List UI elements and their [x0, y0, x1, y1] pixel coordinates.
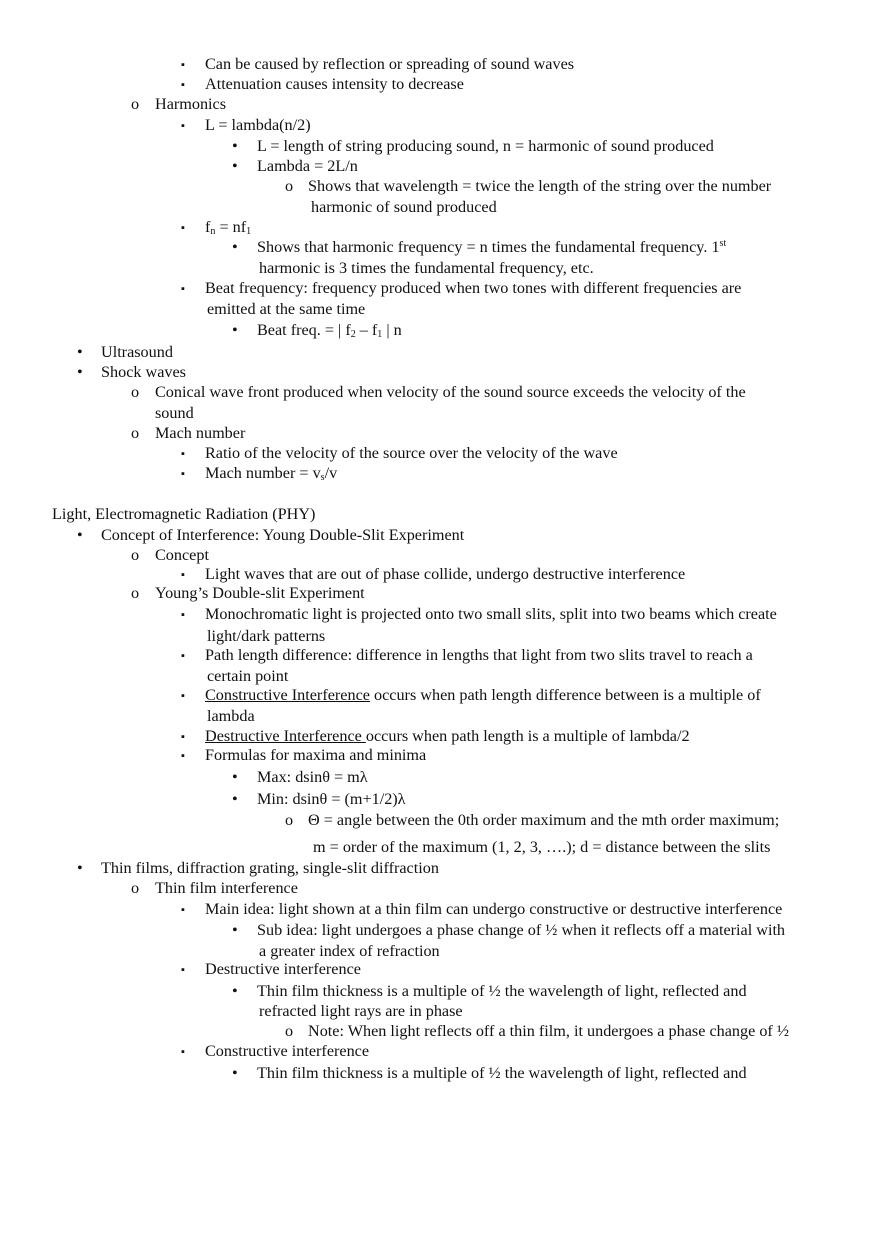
square-bullet: ▪ — [181, 1046, 185, 1058]
text-line: Young’s Double-slit Experiment — [155, 584, 365, 602]
text-line: Mach number — [155, 424, 246, 442]
circle-bullet: o — [131, 546, 140, 564]
square-bullet: ▪ — [181, 79, 185, 91]
text-line: lambda — [207, 707, 255, 725]
circle-bullet: o — [285, 1022, 294, 1040]
square-bullet: ▪ — [181, 904, 185, 916]
square-bullet: ▪ — [181, 964, 185, 976]
text-line: Constructive Interference occurs when path length difference between is a multiple of — [205, 686, 761, 704]
text-line: Shock waves — [101, 363, 186, 381]
text-line: harmonic is 3 times the fundamental frequency, etc. — [259, 259, 594, 277]
text-line: Destructive Interference occurs when path length is a multiple of lambda/2 — [205, 727, 690, 745]
text-line: Θ = angle between the 0th order maximum and the mth order maximum; — [308, 811, 780, 829]
circle-bullet: o — [131, 879, 140, 897]
text-line: Can be caused by reflection or spreading of sound waves — [205, 55, 575, 73]
square-bullet: ▪ — [181, 750, 185, 762]
text-line: Thin films, diffraction grating, single-slit diffraction — [101, 859, 439, 877]
circle-bullet: o — [285, 811, 294, 829]
dot-bullet: • — [232, 768, 238, 786]
square-bullet: ▪ — [181, 59, 185, 71]
square-bullet: ▪ — [181, 569, 185, 581]
text-line: Lambda = 2L/n — [257, 157, 358, 175]
dot-bullet: • — [77, 526, 83, 544]
square-bullet: ▪ — [181, 690, 185, 702]
text-line: Constructive interference — [205, 1042, 370, 1060]
text-line: Light waves that are out of phase collide, undergo destructive interference — [205, 565, 686, 583]
text-line: Sub idea: light undergoes a phase change of ½ when it reflects off a material with — [257, 921, 786, 939]
dot-bullet: • — [77, 363, 83, 381]
dot-bullet: • — [232, 982, 238, 1000]
circle-bullet: o — [285, 177, 294, 195]
text-line: Harmonics — [155, 95, 227, 113]
text-line: Conical wave front produced when velocity of the sound source exceeds the velocity of the — [155, 383, 746, 401]
text-line: Concept of Interference: Young Double-Slit Experiment — [101, 526, 465, 544]
text-line: Formulas for maxima and minima — [205, 746, 427, 764]
text-line: Ultrasound — [101, 343, 173, 361]
section-heading: Light, Electromagnetic Radiation (PHY) — [52, 505, 316, 523]
square-bullet: ▪ — [181, 283, 185, 295]
dot-bullet: • — [232, 238, 238, 256]
text-line: Note: When light reflects off a thin film, it undergoes a phase change of ½ — [308, 1022, 789, 1040]
circle-bullet: o — [131, 95, 140, 113]
square-bullet: ▪ — [181, 222, 185, 234]
dot-bullet: • — [232, 790, 238, 808]
square-bullet: ▪ — [181, 448, 185, 460]
square-bullet: ▪ — [181, 120, 185, 132]
text-line: Shows that wavelength = twice the length of the string over the number — [308, 177, 772, 195]
dot-bullet: • — [232, 321, 238, 339]
text-line: sound — [155, 404, 194, 422]
text-line: Min: dsinθ = (m+1/2)λ — [257, 790, 406, 808]
text-line: Mach number = $v_s/v$ — [205, 464, 338, 483]
square-bullet: ▪ — [181, 731, 185, 743]
dot-bullet: • — [77, 859, 83, 877]
text-line: Concept — [155, 546, 209, 564]
text-line: L = lambda(n/2) — [205, 116, 311, 134]
text-line: Beat freq. = | $f_2 - f_1$ | n — [257, 321, 402, 340]
text-line: Thin film thickness is a multiple of ½ the wavelength of light, reflected and — [257, 1064, 747, 1082]
square-bullet: ▪ — [181, 468, 185, 480]
text-line: certain point — [207, 667, 289, 685]
dot-bullet: • — [232, 157, 238, 175]
text-line: Attenuation causes intensity to decrease — [205, 75, 464, 93]
text-line: harmonic of sound produced — [311, 198, 497, 216]
circle-bullet: o — [131, 584, 140, 602]
dot-bullet: • — [77, 343, 83, 361]
dot-bullet: • — [232, 921, 238, 939]
text-line: Thin film thickness is a multiple of ½ the wavelength of light, reflected and — [257, 982, 747, 1000]
text-line: Main idea: light shown at a thin film can undergo constructive or destructive interference — [205, 900, 783, 918]
circle-bullet: o — [131, 424, 140, 442]
text-line: light/dark patterns — [207, 627, 326, 645]
text-line: L = length of string producing sound, n = harmonic of sound produced — [257, 137, 714, 155]
text-line: Beat frequency: frequency produced when two tones with different frequencies are — [205, 279, 742, 297]
text-line: m = order of the maximum (1, 2, 3, ….); d = distance between the slits — [313, 838, 771, 856]
text-line: Destructive interference — [205, 960, 361, 978]
text-line: $f_n = nf_1$ — [205, 218, 252, 237]
text-line: a greater index of refraction — [259, 942, 440, 960]
square-bullet: ▪ — [181, 650, 185, 662]
text-line: refracted light rays are in phase — [259, 1002, 463, 1020]
text-line: Path length difference: difference in lengths that light from two slits travel to reach a — [205, 646, 753, 664]
dot-bullet: • — [232, 1064, 238, 1082]
dot-bullet: • — [232, 137, 238, 155]
text-line: Ratio of the velocity of the source over the velocity of the wave — [205, 444, 618, 462]
circle-bullet: o — [131, 383, 140, 401]
text-line: Shows that harmonic frequency = n times the fundamental frequency. 1st — [257, 238, 727, 256]
text-line: Thin film interference — [155, 879, 298, 897]
square-bullet: ▪ — [181, 609, 185, 621]
text-line: emitted at the same time — [207, 300, 366, 318]
text-line: Max: dsinθ = mλ — [257, 768, 368, 786]
text-line: Monochromatic light is projected onto two small slits, split into two beams which create — [205, 605, 777, 623]
